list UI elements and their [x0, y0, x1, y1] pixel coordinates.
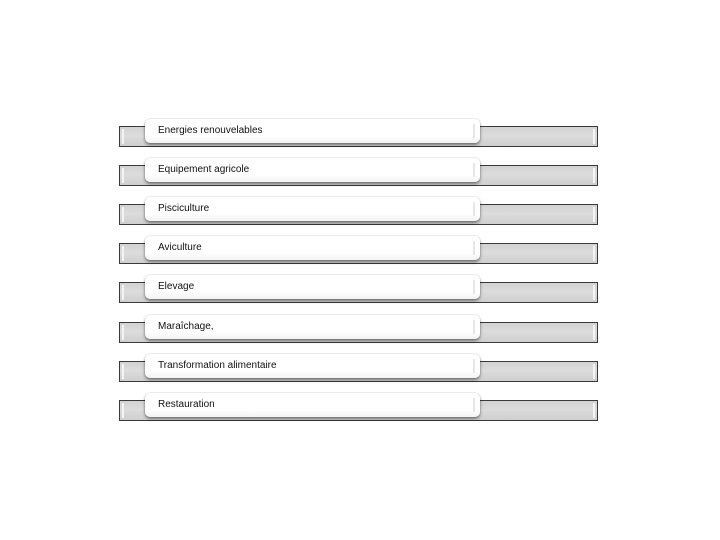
list-item-label: Equipement agricole — [158, 164, 250, 175]
list-item-label: Transformation alimentaire — [158, 360, 277, 371]
list-item-label: Pisciculture — [158, 203, 210, 214]
list-item — [0, 273, 720, 307]
list-item — [0, 313, 720, 347]
list-item-card — [145, 315, 480, 339]
list-item — [0, 234, 720, 268]
list-item-card — [145, 275, 480, 299]
list-item-card — [145, 119, 480, 143]
list-item-card — [145, 354, 480, 378]
list-item-card — [145, 236, 480, 260]
list-item — [0, 117, 720, 151]
list-item-label: Maraîchage, — [158, 321, 214, 332]
list-item-card — [145, 393, 480, 417]
list-item-label: Elevage — [158, 281, 195, 292]
list-item-card — [145, 158, 480, 182]
list-item-label: Energies renouvelables — [158, 125, 263, 136]
list-item-card — [145, 197, 480, 221]
list-item — [0, 156, 720, 190]
list-item-label: Restauration — [158, 399, 215, 410]
list-item-label: Aviculture — [158, 242, 202, 253]
list-item — [0, 352, 720, 386]
list-item — [0, 195, 720, 229]
list-item — [0, 391, 720, 425]
